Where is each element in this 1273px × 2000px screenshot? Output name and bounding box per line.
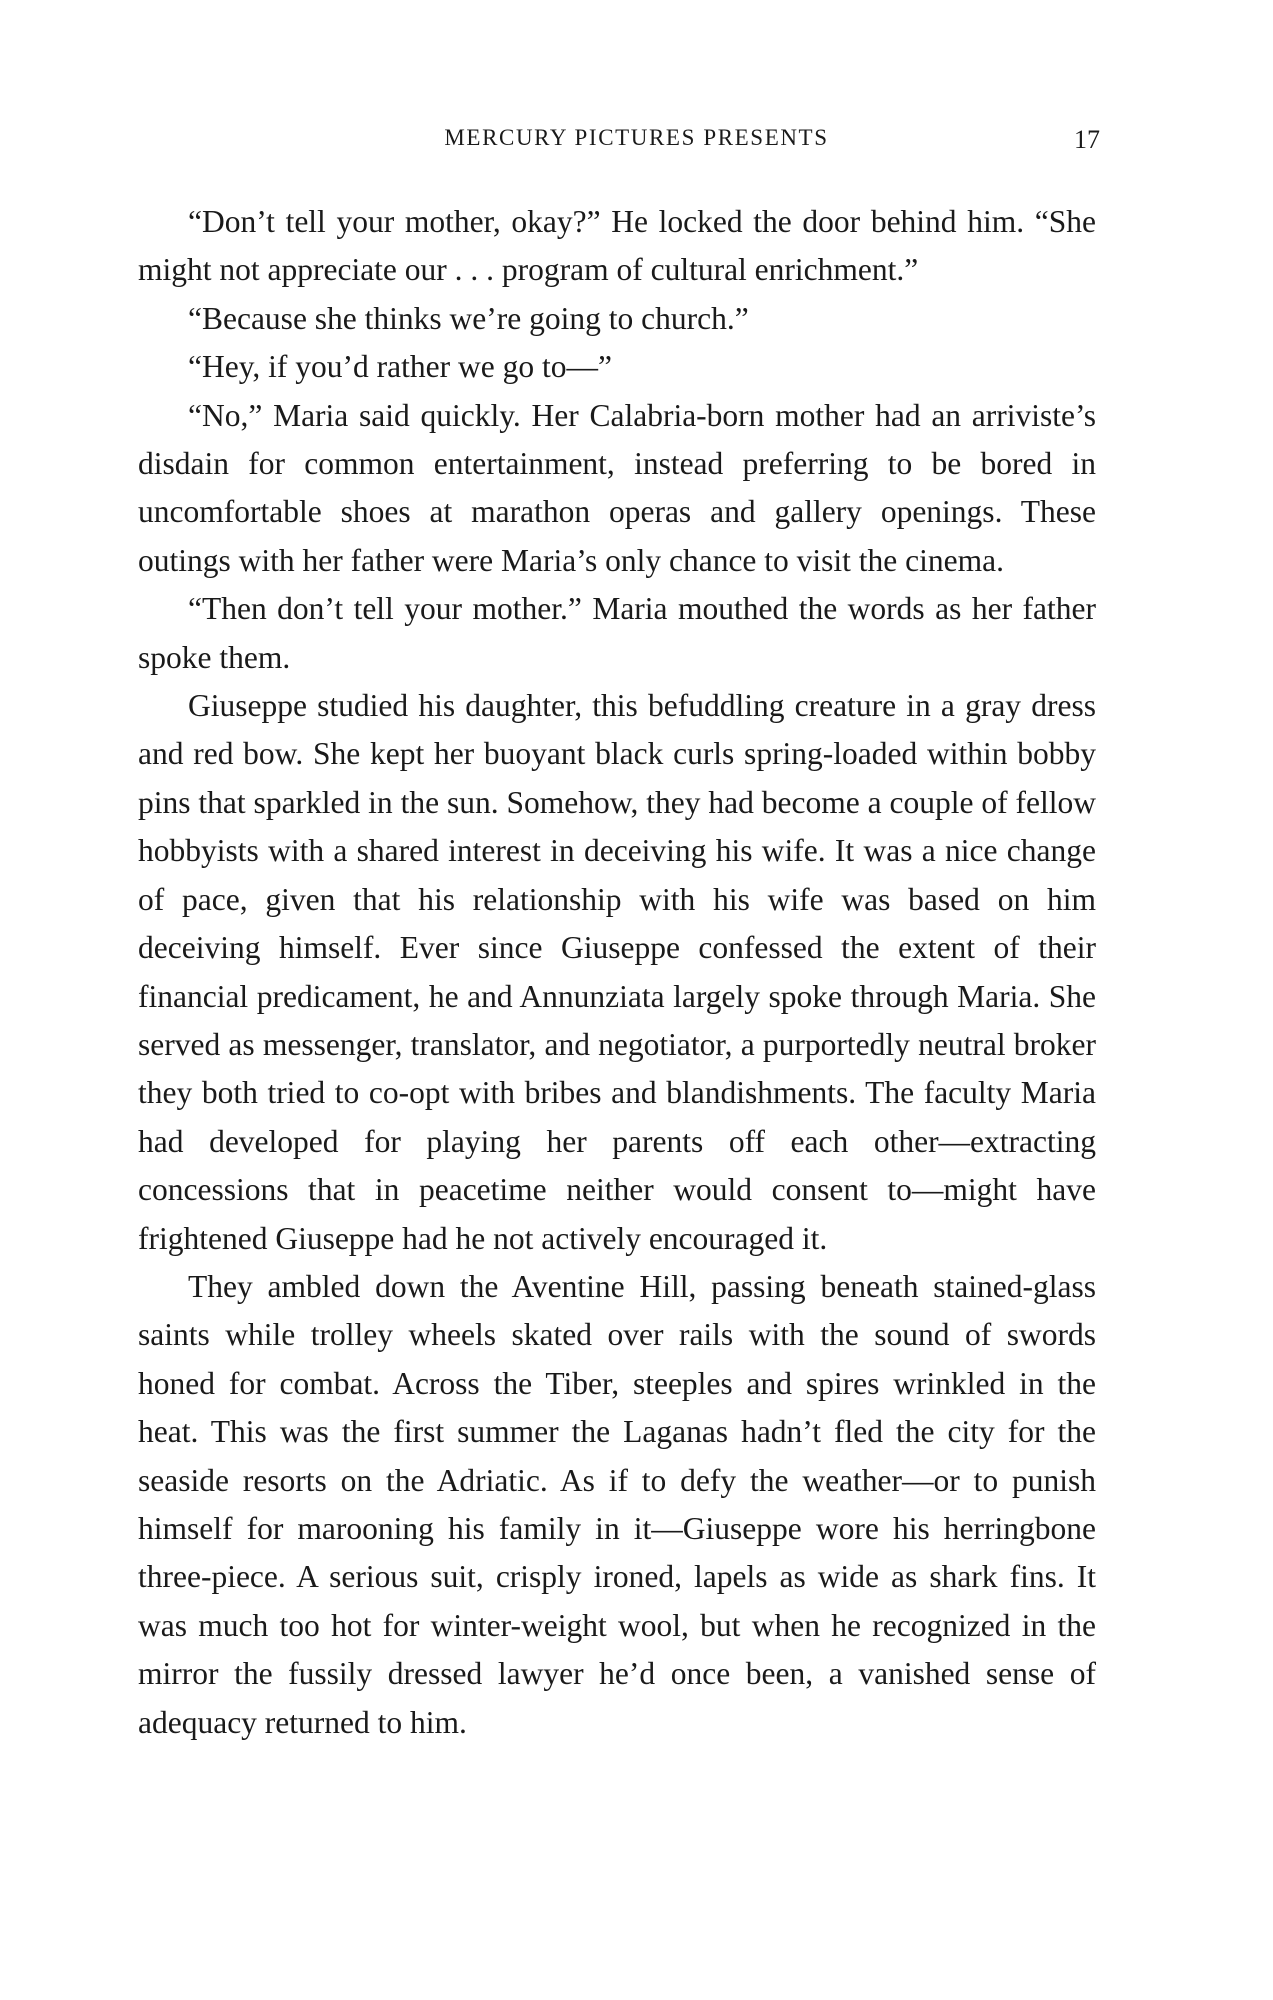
body-text: [138, 198, 1096, 1747]
running-title: MERCURY PICTURES PRESENTS: [444, 125, 829, 150]
paragraph: “Then don’t tell your mother.” Maria mouthed the words as her father spoke them.: [138, 591, 1096, 675]
page-number: 17: [1074, 125, 1100, 154]
paragraph: Giuseppe studied his daughter, this befuddling creature in a gray dress and red bow. She kept her buoyant black curls spring-loaded within bobby pins that sparkled in the sun. Somehow, they had become a couple of fellow hobbyists with a shared interest in deceiving his wife. It was a nice change of pace, given that his relationship with his wife was based on him deceiving himself. Ever since Giuseppe confessed the extent of their financial predicament, he and Annunziata largely spoke through Maria. She served as messenger, translator, and negotiator, a purportedly neutral broker they both tried to co-opt with bribes and blandishments. The faculty Maria had developed for playing her parents off each other—extracting concessions that in peacetime neither would consent to—might have frightened Giuseppe had he not actively encouraged it.: [138, 688, 1096, 1256]
running-header: [0, 125, 1273, 165]
paragraph: “Hey, if you’d rather we go to—”: [188, 349, 612, 385]
paragraph: They ambled down the Aventine Hill, passing beneath stained-glass saints while trolley wheels skated over rails with the sound of swords honed for combat. Across the Tiber, steeples and spires wrinkled in the heat. This was the first summer the Laganas hadn’t fled the city for the seaside resorts on the Adriatic. As if to defy the weather—or to punish himself for marooning his family in it—Giuseppe wore his herringbone three-piece. A serious suit, crisply ironed, lapels as wide as shark fins. It was much too hot for winter-weight wool, but when he recognized in the mirror the fussily dressed lawyer he’d once been, a vanished sense of adequacy returned to him.: [138, 1268, 1096, 1740]
paragraph: “Don’t tell your mother, okay?” He locked the door behind him. “She might not appreciate our . . . program of cultural enrichment.”: [138, 204, 1096, 288]
paragraph: “Because she thinks we’re going to church.”: [188, 300, 749, 336]
paragraph: “No,” Maria said quickly. Her Calabria-born mother had an arriviste’s disdain for common entertainment, instead preferring to be bored in uncomfortable shoes at marathon operas and gallery openings. These outings with her father were Maria’s only chance to visit the cinema.: [138, 397, 1096, 578]
